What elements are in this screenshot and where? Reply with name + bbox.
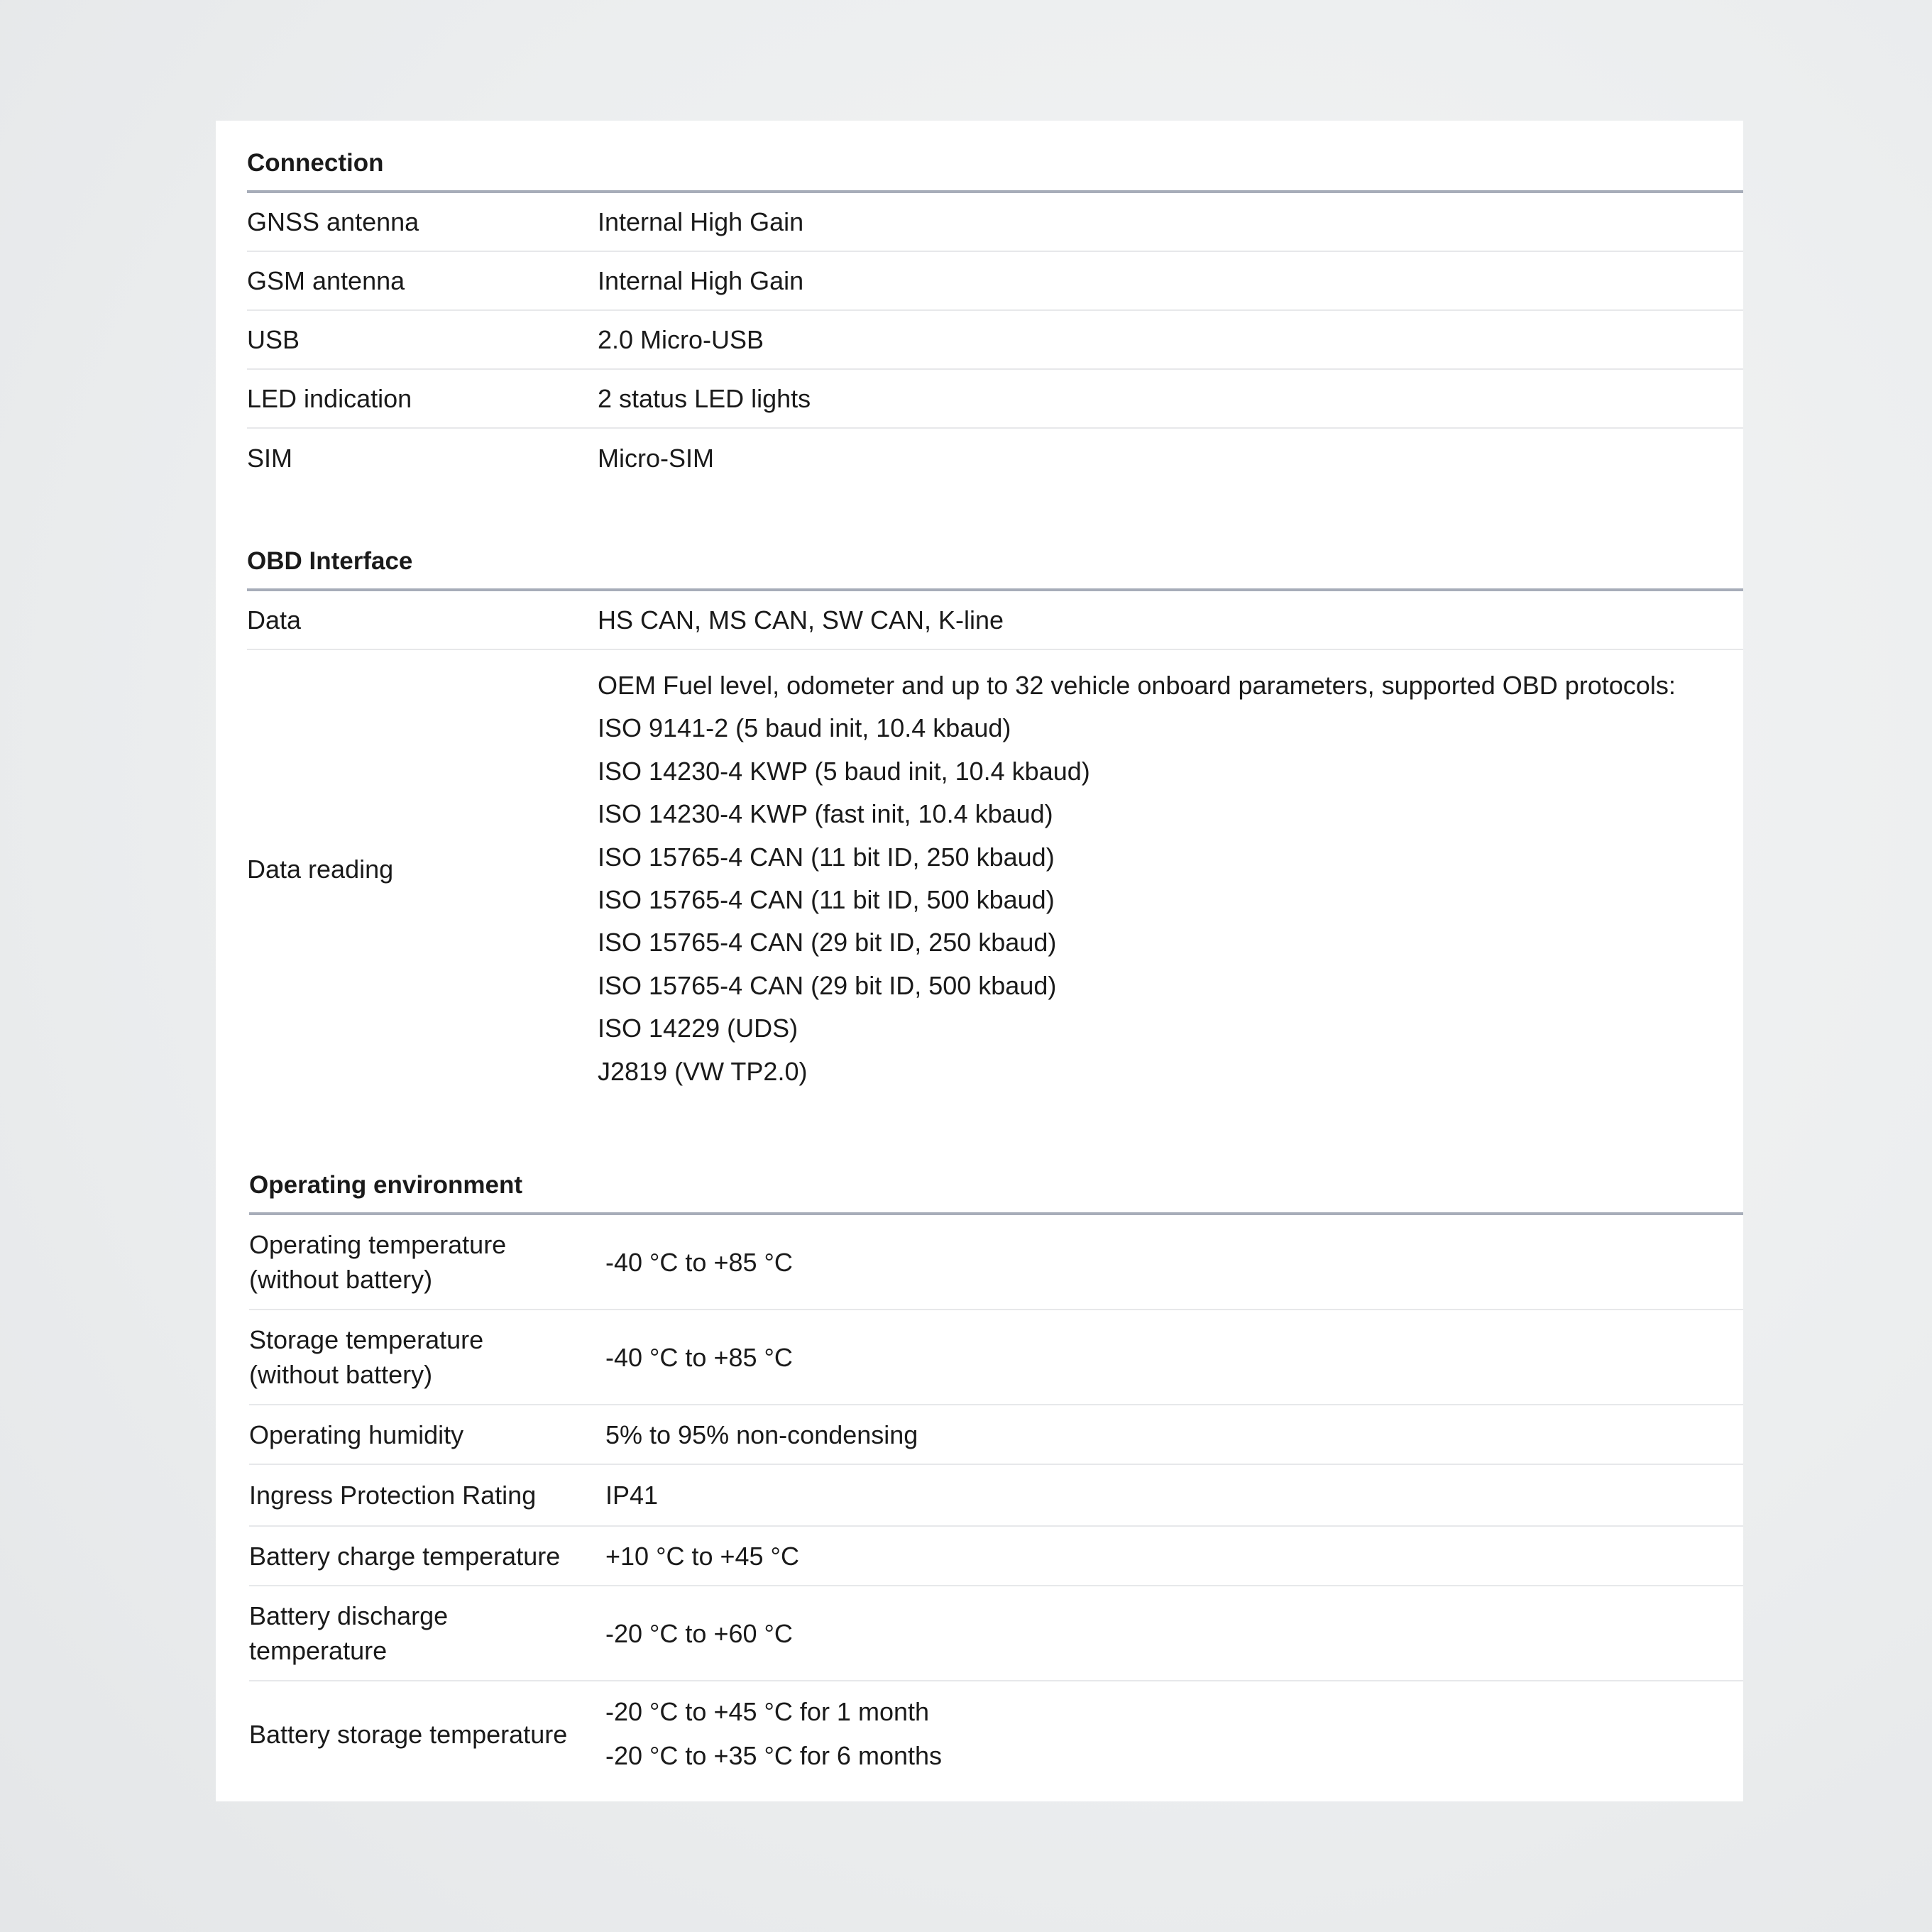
section-title-obd-interface: OBD Interface [247,547,1743,591]
spec-value-line: ISO 14230-4 KWP (fast init, 10.4 kbaud) [598,799,1053,829]
section-operating-environment [249,1171,1743,1786]
spec-row [249,1527,1743,1586]
spec-value: HS CAN, MS CAN, SW CAN, K-line [598,605,1004,635]
spec-value-line: -20 °C to +35 °C for 6 months [605,1741,943,1770]
spec-row [249,1215,1743,1310]
spec-label [249,1598,605,1668]
spec-label: Data reading [247,854,394,884]
spec-value: -40 °C to +85 °C [605,1342,793,1372]
spec-value-line: ISO 14229 (UDS) [598,1014,798,1043]
spec-label: GSM antenna [247,266,405,295]
spec-card [216,121,1743,1801]
spec-label-line: temperature [249,1636,388,1665]
spec-row [247,591,1743,650]
spec-label: Ingress Protection Rating [249,1481,537,1510]
spec-value: 2 status LED lights [598,384,811,413]
spec-row [249,1586,1743,1681]
spec-value-list [605,1690,1743,1778]
spec-label-line: Operating temperature [249,1230,507,1259]
spec-value-line: -20 °C to +45 °C for 1 month [605,1697,930,1726]
spec-row [247,193,1743,252]
spec-label: Battery storage temperature [249,1719,568,1749]
spec-row [247,252,1743,311]
spec-value: IP41 [605,1481,659,1510]
spec-value-line: ISO 15765-4 CAN (11 bit ID, 250 kbaud) [598,842,1055,872]
spec-label [249,1322,605,1392]
spec-label: SIM [247,444,293,473]
spec-label-line: (without battery) [249,1360,433,1389]
spec-label: LED indication [247,384,412,413]
spec-value-list [598,664,1743,1093]
spec-value: Micro-SIM [598,444,714,473]
spec-value-line: J2819 (VW TP2.0) [598,1056,808,1086]
spec-value: 2.0 Micro-USB [598,325,764,354]
spec-value-line: ISO 9141-2 (5 baud init, 10.4 kbaud) [598,713,1011,743]
spec-label: GNSS antenna [247,207,419,236]
section-obd-interface [247,547,1743,1102]
section-connection [247,149,1743,488]
spec-value-line: OEM Fuel level, odometer and up to 32 vehicle onboard parameters, supported OBD protocols: [598,671,1676,700]
spec-row [249,1465,1743,1527]
spec-label-line: (without battery) [249,1265,433,1294]
spec-value: -20 °C to +60 °C [605,1618,793,1648]
spec-row [247,311,1743,370]
spec-row [249,1405,1743,1465]
spec-value: Internal High Gain [598,207,804,236]
spec-row [247,429,1743,488]
spec-value-line: ISO 15765-4 CAN (29 bit ID, 500 kbaud) [598,970,1057,1000]
spec-label-line: Battery discharge [249,1601,449,1630]
spec-row [247,370,1743,429]
spec-label: USB [247,325,300,354]
spec-label: Data [247,605,302,635]
spec-label: Battery charge temperature [249,1541,561,1571]
section-title-connection: Connection [247,149,1743,193]
spec-value: Internal High Gain [598,266,804,295]
spec-label: Operating humidity [249,1420,464,1449]
section-title-operating-environment: Operating environment [249,1171,1743,1215]
spec-value-line: ISO 15765-4 CAN (29 bit ID, 250 kbaud) [598,928,1057,957]
spec-value: 5% to 95% non-condensing [605,1420,918,1449]
spec-value: +10 °C to +45 °C [605,1541,799,1571]
spec-label-line: Storage temperature [249,1325,484,1354]
spec-row [249,1310,1743,1405]
spec-row-data-reading [247,650,1743,1102]
spec-value: -40 °C to +85 °C [605,1247,793,1277]
spec-row [249,1681,1743,1786]
spec-value-line: ISO 15765-4 CAN (11 bit ID, 500 kbaud) [598,885,1055,915]
spec-value-line: ISO 14230-4 KWP (5 baud init, 10.4 kbaud) [598,756,1090,786]
spec-label [249,1227,605,1297]
